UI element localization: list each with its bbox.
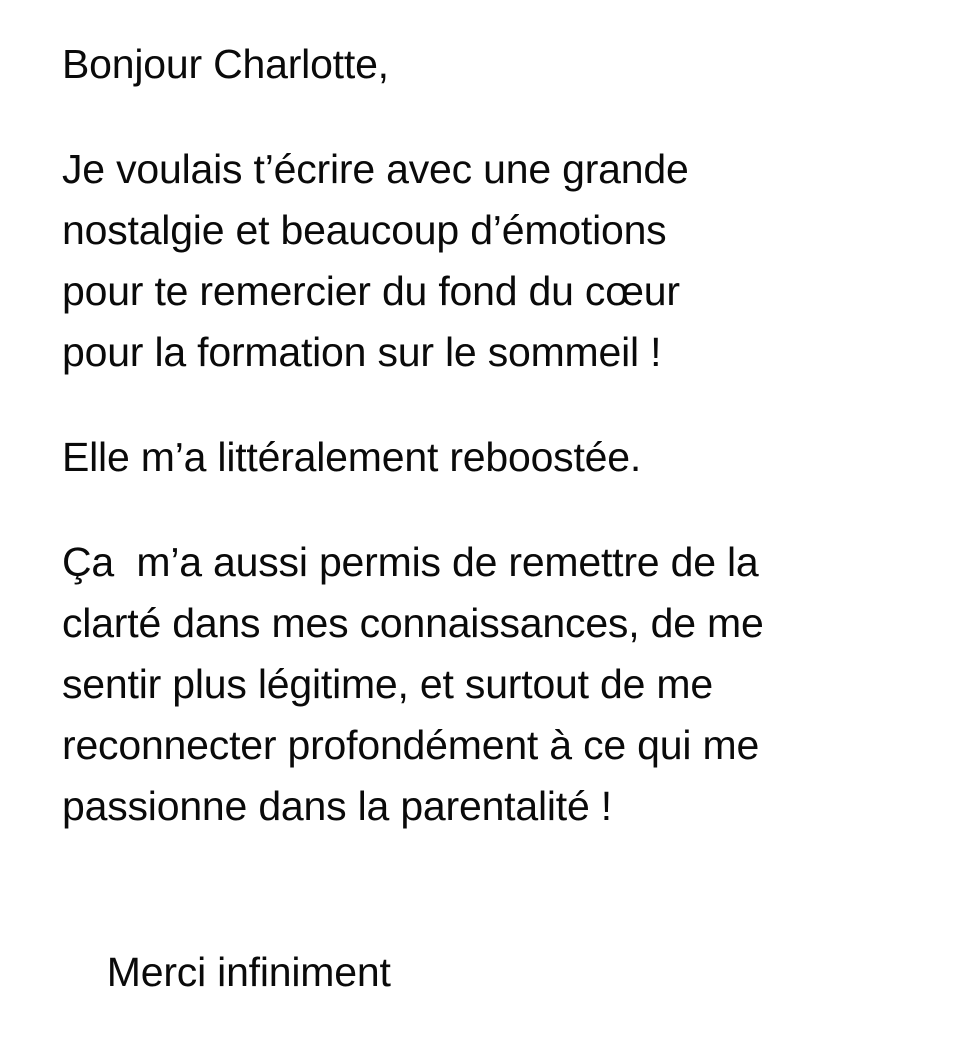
paragraph-line: reconnecter profondément à ce qui me	[62, 722, 760, 768]
paragraph-line: pour la formation sur le sommeil !	[62, 329, 662, 375]
paragraph-1	[62, 139, 942, 383]
paragraph-line: Je voulais t’écrire avec une grande	[62, 146, 689, 192]
paragraph-2	[62, 427, 942, 488]
paragraph-line: passionne dans la parentalité !	[62, 783, 612, 829]
letter-body	[62, 0, 942, 995]
paragraph-line: Elle m’a littéralement reboostée.	[62, 434, 642, 480]
paragraph-3	[62, 532, 942, 837]
paragraph-line: sentir plus légitime, et surtout de me	[62, 661, 713, 707]
paragraph-line: Ça m’a aussi permis de remettre de la	[62, 539, 759, 585]
paragraph-line: nostalgie et beaucoup d’émotions	[62, 207, 667, 253]
closing-text: Merci infiniment	[106, 949, 391, 995]
paragraph-line: clarté dans mes connaissances, de me	[62, 600, 764, 646]
paragraph-line: pour te remercier du fond du cœur	[62, 268, 680, 314]
closing-line	[62, 881, 942, 995]
greeting-text: Bonjour Charlotte,	[62, 41, 389, 87]
